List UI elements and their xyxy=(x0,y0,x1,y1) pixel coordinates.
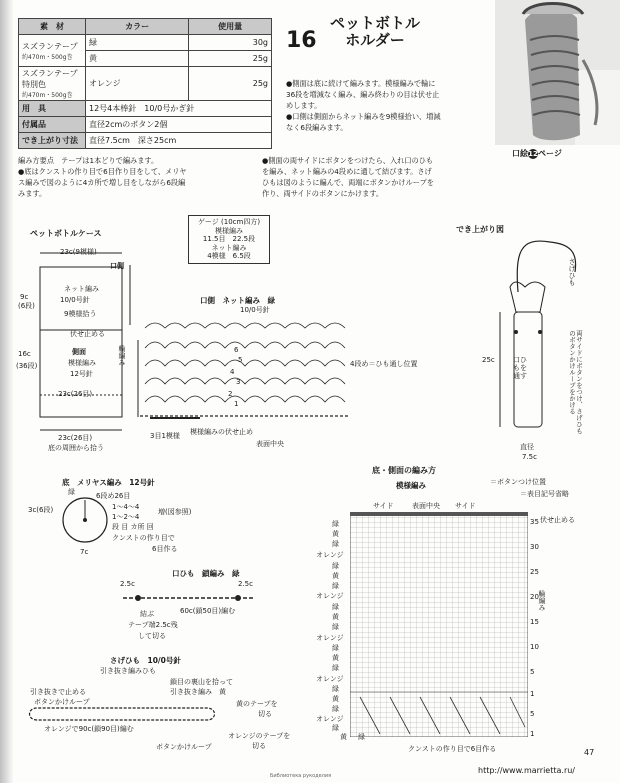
case-net-hook: 10/0号針 xyxy=(60,296,90,304)
pattern-cast-on-note: クンストの作り目で6目作る xyxy=(408,745,497,753)
cord-main: 60c(鎖50目)編む xyxy=(180,607,236,615)
yarn1-color-b: 黄 xyxy=(86,51,189,67)
photo-ref-suffix: ページ xyxy=(538,149,562,158)
pattern-chart-title: 底・側面の編み方 xyxy=(372,466,436,475)
instructions-right-top xyxy=(286,78,496,133)
title-line2: ホルダー xyxy=(345,31,405,49)
photo-reference xyxy=(512,148,562,159)
color-row-label: 緑 xyxy=(332,685,339,693)
net-repeat: 3目1模様 xyxy=(150,432,180,440)
materials-table xyxy=(18,18,272,149)
strap-orange-chain: オレンジで90c(鎖90目)編む xyxy=(44,725,134,733)
color-row-label: 緑 xyxy=(332,623,339,631)
gauge-line: ネット編み xyxy=(211,243,247,252)
color-row-label: 黄 xyxy=(332,530,339,538)
gauge-line: 11.5目 22.5段 xyxy=(202,235,256,243)
instr-line: なく6段編みます。 xyxy=(286,123,348,132)
yarn1-color-a: 緑 xyxy=(86,35,189,51)
yarn2-color: オレンジ xyxy=(86,67,189,101)
finished-diameter-label: 直径 xyxy=(520,443,534,451)
instr-line: ●底はクンストの作り目で6目作り目をして、メリヤ xyxy=(18,167,187,176)
color-row-label: 黄 xyxy=(340,733,347,741)
notions-label: 付属品 xyxy=(19,117,86,133)
yarn2-cell xyxy=(19,67,86,101)
color-row-label: 黄 xyxy=(332,695,339,703)
pattern-chart-subtitle: 模様編み xyxy=(396,481,426,490)
strap-method: 引き抜き編みひも xyxy=(100,667,156,675)
page-spine-shadow xyxy=(0,0,14,783)
color-row-label: オレンジ xyxy=(316,592,344,600)
case-left-dim1b: (6段) xyxy=(18,302,35,310)
title-line1: ペットボトル xyxy=(330,14,421,32)
strap-orange-cut2: 切る xyxy=(252,742,266,750)
bottle-holder-photo-icon xyxy=(495,0,620,145)
row-number: 5 xyxy=(530,668,535,676)
yarn1-name: スズランテープ xyxy=(22,41,78,51)
color-row-label: 黄 xyxy=(332,572,339,580)
net-chart-hook: 10/0号針 xyxy=(240,306,270,314)
photo-ref-prefix: 口絵 xyxy=(512,149,528,158)
cord-knot: 結ぶ xyxy=(140,610,154,618)
yarn1-amount-a: 30g xyxy=(189,35,272,51)
instructions-left xyxy=(18,155,268,199)
cord-right: 2.5c xyxy=(238,580,253,588)
bottom-color: 緑 xyxy=(68,488,75,496)
case-body-label: 側面 xyxy=(72,348,86,356)
color-row-label: 緑 xyxy=(332,644,339,652)
case-mouth-label: 口側 xyxy=(110,262,124,270)
row-number: 10 xyxy=(530,643,539,651)
yarn1-amount-b: 25g xyxy=(189,51,272,67)
yarn1-spec: 約470m・500g巻 xyxy=(22,53,73,61)
size-value: 直径7.5cm 深さ25cm xyxy=(86,133,272,149)
yarn2-name: スズランテープ特別色 xyxy=(22,69,78,89)
case-round-label: 輪編み xyxy=(118,345,126,366)
legend-symbols: ＝表目記号省略 xyxy=(520,490,569,498)
net-row4-note: 4段め＝ひも通し位置 xyxy=(350,360,418,368)
bottom-inc-rows: 1〜4〜4 xyxy=(112,503,140,511)
instr-line: 36段を増減なく編み、編み終わりの目は伏せ止 xyxy=(286,90,440,99)
size-label: でき上がり寸法 xyxy=(19,133,86,149)
yarn1-cell xyxy=(19,35,86,67)
bottom-inc-header: 段 目 カ所 回 xyxy=(112,523,154,531)
case-left-dim2: 16c xyxy=(18,350,31,358)
instr-line: を編み、ネット編みの4段めに通して結びます。さげ xyxy=(262,167,432,176)
net-bind-off: 模様編みの伏せ止め xyxy=(190,428,253,436)
pattern-round: 輪編み xyxy=(538,590,546,611)
color-row-label: 緑 xyxy=(332,582,339,590)
gauge-line: 模様編み xyxy=(215,226,243,235)
row-number: 25 xyxy=(530,568,539,576)
color-row-label: 緑 xyxy=(332,705,339,713)
color-row-label: オレンジ xyxy=(316,551,344,559)
product-photo xyxy=(495,0,620,145)
case-bind-off: 伏せ止める xyxy=(70,330,105,338)
bottom-cast-on: クンストの作り目で xyxy=(112,534,175,542)
finished-strap: さげひも xyxy=(568,258,576,286)
bottom-cast-on2: 6目作る xyxy=(152,545,178,553)
legend-button: ＝ボタンつけ位置 xyxy=(490,478,546,486)
net-center: 表面中央 xyxy=(256,440,284,448)
color-row-label: 緑 xyxy=(332,562,339,570)
net-row-1: 1 xyxy=(234,400,239,408)
notions-value: 直径2cmのボタン2個 xyxy=(86,117,272,133)
color-row-label: 緑 xyxy=(332,520,339,528)
pattern-number: 16 xyxy=(286,28,317,53)
color-row-label: 緑 xyxy=(332,724,339,732)
case-body-stitch: 模様編み xyxy=(68,359,96,367)
strap-yellow2: 切る xyxy=(258,710,272,718)
strap-yellow: 黄のテープを xyxy=(236,700,278,708)
instr-line: 作り、両サイドのボタンにかけます。 xyxy=(262,189,384,198)
cord-tape: テープ端2.5c残 xyxy=(128,621,178,629)
row-number: 1 xyxy=(530,730,535,738)
gauge-title: ゲージ (10cm四方) xyxy=(197,218,261,226)
strap-back2: 引き抜き編み 黄 xyxy=(170,688,226,696)
color-row-label: 黄 xyxy=(332,654,339,662)
strap-loop-right: ボタンかけループ xyxy=(156,743,212,751)
source-url: http://www.marrietta.ru/ xyxy=(478,766,575,775)
case-bottom-note: 底の周囲から拾う xyxy=(48,444,104,452)
instructions-right-bottom xyxy=(262,155,492,199)
bottom-inc-rows2: 1〜2〜4 xyxy=(112,513,140,521)
color-row-label: 緑 xyxy=(332,664,339,672)
color-row-label: 緑 xyxy=(332,540,339,548)
pattern-side-left: サイド xyxy=(373,502,394,510)
case-left-dim1: 9c xyxy=(20,293,29,301)
instr-line: みます。 xyxy=(18,189,47,198)
bottom-width: 7c xyxy=(80,548,89,556)
case-pick-up: 9模様拾う xyxy=(64,310,97,318)
page-number: 47 xyxy=(584,748,595,757)
row-number: 5 xyxy=(530,710,535,718)
case-top-dim: 23c(9模様) xyxy=(60,248,97,256)
instr-line: ス編みで図のように4カ所で増し目をしながら6段編 xyxy=(18,178,186,187)
finished-title: でき上がり図 xyxy=(456,225,504,234)
material-header: 素 材 xyxy=(19,19,86,35)
photo-ref-number: 12 xyxy=(528,150,538,158)
pattern-grid-svg xyxy=(350,512,528,737)
strap-orange-cut: オレンジのテープを xyxy=(228,732,291,740)
instr-line: ●口側は側面からネット編みを9模様拾い、増減 xyxy=(286,112,441,121)
finished-diameter: 7.5c xyxy=(522,453,537,461)
cord-left: 2.5c xyxy=(120,580,135,588)
row-number: 1 xyxy=(530,690,535,698)
row-number: 15 xyxy=(530,618,539,626)
footer-text: Библиотека рукоделия xyxy=(270,773,332,779)
bottom-height: 3c(6段) xyxy=(28,506,54,514)
bottom-inc-note: 増(図参照) xyxy=(158,508,192,516)
pattern-center: 表面中央 xyxy=(412,502,440,510)
case-body-dim: 23c(26目) xyxy=(58,390,93,398)
color-row-label: 黄 xyxy=(332,613,339,621)
color-header: カラー xyxy=(86,19,189,35)
case-body-needle: 12号針 xyxy=(70,370,93,378)
yarn2-amount: 25g xyxy=(189,67,272,101)
pattern-bind-off: 伏せ止める xyxy=(540,516,575,524)
tools-label: 用 具 xyxy=(19,101,86,117)
bottom-circle-svg xyxy=(55,490,115,550)
finished-cord: 口ひもを通す xyxy=(513,356,527,380)
strap-title: さげひも 10/0号針 xyxy=(110,656,181,665)
amount-header: 使用量 xyxy=(189,19,272,35)
bottom-title: 底 メリヤス編み 12号針 xyxy=(62,478,155,487)
gauge-box xyxy=(188,215,270,264)
net-row-2: 2 xyxy=(228,390,233,398)
instr-line: ひもは図のように編んで、両端にボタンかけループを xyxy=(262,178,434,187)
finished-height: 25c xyxy=(482,356,495,364)
net-chart-svg xyxy=(140,318,355,428)
bottom-rows-note: 6段め26目 xyxy=(96,492,131,500)
tools-value: 12号4本棒針 10/0号かぎ針 xyxy=(86,101,272,117)
cord-svg xyxy=(118,588,258,608)
case-net-label: ネット編み xyxy=(64,285,99,293)
strap-bind: 引き抜きで止める xyxy=(30,688,86,696)
color-row-label: 緑 xyxy=(358,733,365,741)
net-chart-title: 口側 ネット編み 緑 xyxy=(200,296,275,305)
net-row-5: 5 xyxy=(238,356,243,364)
color-row-label: 緑 xyxy=(332,603,339,611)
strap-loop-left: ボタンかけループ xyxy=(34,698,90,706)
instr-line: ●側面は底に続けて編みます。模様編みで輪に xyxy=(286,79,436,88)
instr-line: めします。 xyxy=(286,101,322,110)
row-number: 20 xyxy=(530,593,539,601)
row-number: 35 xyxy=(530,518,539,526)
net-row-6: 6 xyxy=(234,346,239,354)
net-row-4: 4 xyxy=(230,368,235,376)
case-diagram-title: ペットボトルケース xyxy=(30,229,102,238)
cord-title: 口ひも 鎖編み 緑 xyxy=(172,569,240,578)
net-row-3: 3 xyxy=(236,378,241,386)
case-left-dim2b: (36段) xyxy=(16,362,38,370)
color-row-label: オレンジ xyxy=(316,675,344,683)
instr-line: 編み方要点 テープは1本どりで編みます。 xyxy=(18,156,159,165)
color-row-label: オレンジ xyxy=(316,715,344,723)
pattern-title xyxy=(330,15,420,49)
instr-line: ●側面の両サイドにボタンをつけたら、入れ口のひも xyxy=(262,156,434,165)
row-number: 30 xyxy=(530,543,539,551)
pattern-side-right: サイド xyxy=(455,502,476,510)
cord-tape2: して切る xyxy=(138,632,166,640)
yarn2-spec: 約470m・500g巻 xyxy=(22,92,73,99)
gauge-line: 4模様 6.5段 xyxy=(207,252,251,260)
color-row-label: オレンジ xyxy=(316,634,344,642)
strap-back: 鎖目の裏山を拾って xyxy=(170,678,233,686)
case-bottom-dim: 23c(26目) xyxy=(58,434,93,442)
finished-buttons: 両サイドにボタンをつけ、さげひものボタンかけループをかける xyxy=(568,330,583,434)
